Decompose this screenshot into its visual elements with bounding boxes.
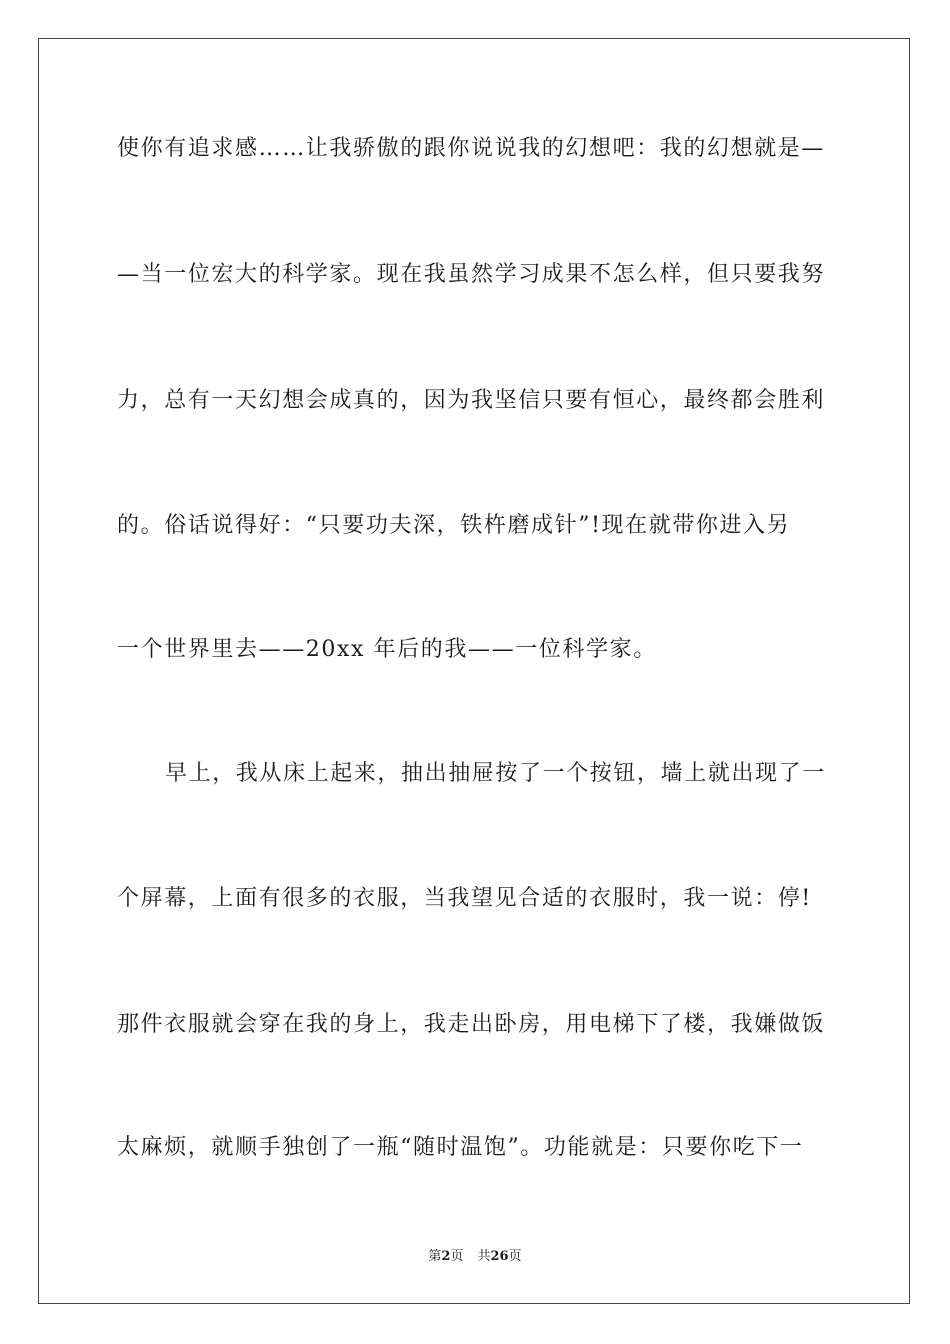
paragraph-start-line: 早上，我从床上起来，抽出抽屉按了一个按钮，墙上就出现了一 [165,761,826,786]
body-text-line: 使你有追求感……让我骄傲的跟你说说我的幻想吧：我的幻想就是— [117,136,826,161]
body-text-line: 个屏幕，上面有很多的衣服，当我望见合适的衣服时，我一说：停! [117,886,812,911]
body-text-line: —当一位宏大的科学家。现在我虽然学习成果不怎么样，但只要我努 [117,262,826,287]
body-text-line: 一个世界里去——20xx 年后的我——一位科学家。 [117,637,657,662]
body-text-line: 力，总有一天幻想会成真的，因为我坚信只要有恒心，最终都会胜利 [117,388,826,413]
page-border [38,38,910,1304]
total-suffix: 页 [508,1249,522,1264]
body-text-line: 的。俗话说得好：“只要功夫深，铁杵磨成针”!现在就带你进入另 [117,513,791,538]
page-prefix: 第 [428,1249,442,1264]
page-number: 2 [441,1249,451,1264]
page-footer [0,1248,950,1266]
body-text-line: 那件衣服就会穿在我的身上，我走出卧房，用电梯下了楼，我嫌做饭 [117,1012,826,1037]
total-prefix: 共 [477,1249,491,1264]
total-pages: 26 [490,1249,509,1264]
body-text-line: 太麻烦，就顺手独创了一瓶“随时温饱”。功能就是：只要你吃下一 [117,1135,804,1160]
page-suffix: 页 [450,1249,464,1264]
